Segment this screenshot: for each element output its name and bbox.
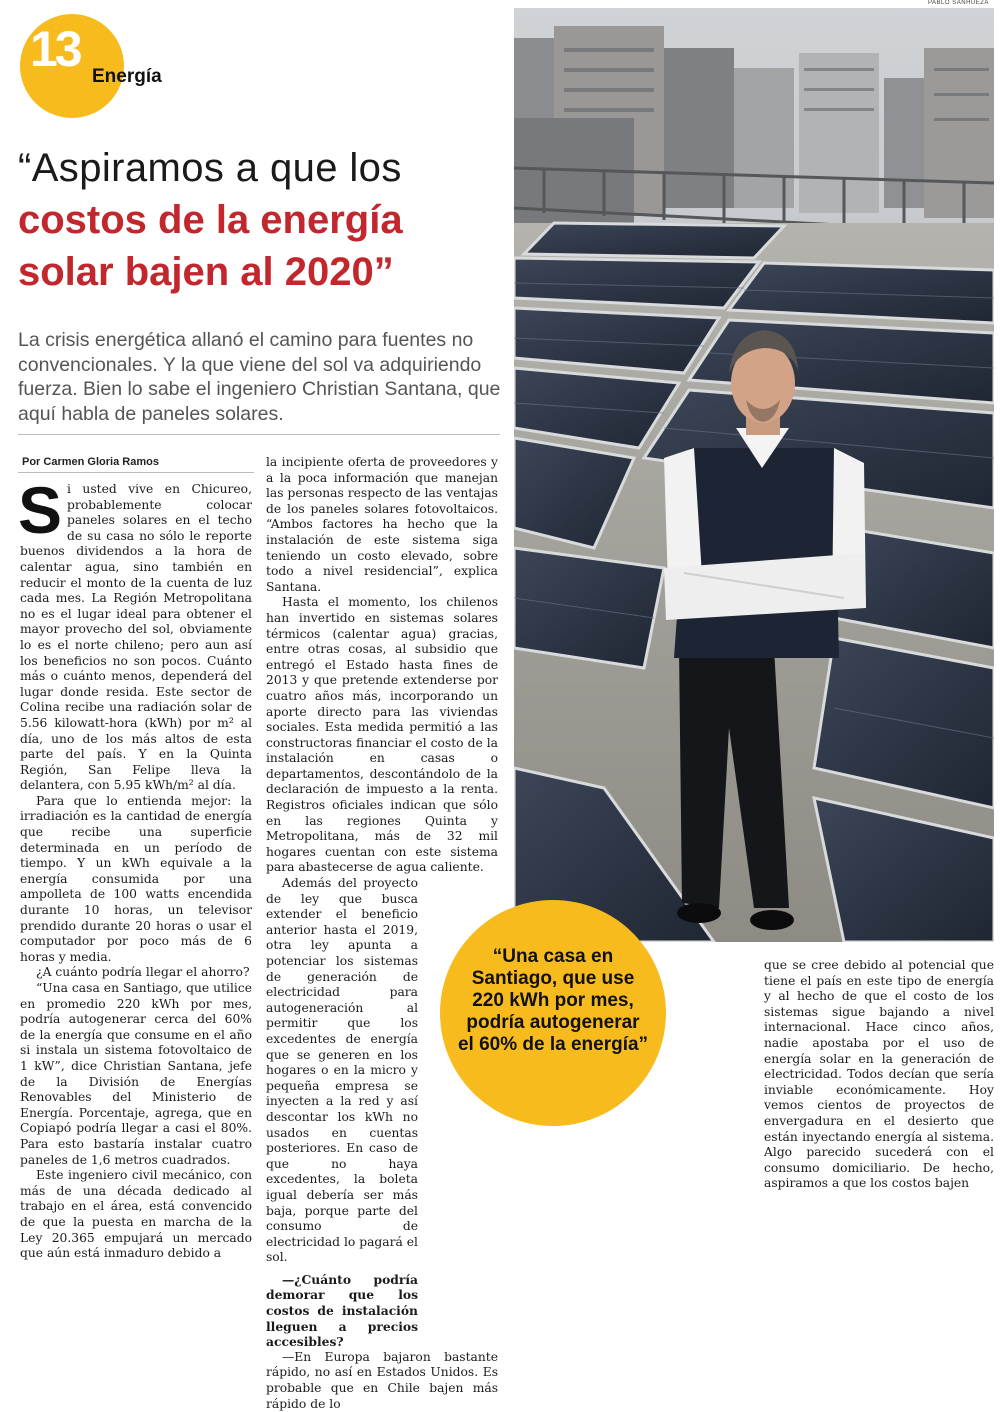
headline-line-1: “Aspiramos a que los xyxy=(18,146,402,190)
paragraph: Este ingeniero civil mecánico, con más de una década dedicado al trabajo en el área, está convencido de que la puesta en marcha de la Ley 20.365 empujará un mercado que aún está inmaduro debido a xyxy=(20,1168,252,1261)
drop-cap: S xyxy=(18,473,63,547)
byline: Por Carmen Gloria Ramos xyxy=(22,456,159,468)
article-column-1 xyxy=(18,473,252,1262)
paragraph: la incipiente oferta de proveedores y a la poca información que manejan las personas respecto de las ventajas de los paneles solares fotovoltaicos. “Ambos factores ha hecho que la instalación de este sistema siga teniendo un costo elevado, sobre todo a nivel residencial”, explica Santana. xyxy=(266,455,498,594)
section-number: 13 xyxy=(30,21,80,77)
lead-divider xyxy=(18,434,500,435)
paragraph: ¿A cuánto podría llegar el ahorro? xyxy=(36,965,250,980)
article-column-2 xyxy=(266,455,498,1412)
photo-credit: PABLO SANHUEZA xyxy=(928,0,989,6)
paragraph: Si usted vive en Chicureo, probablemente colocar paneles solares en el techo de su casa no sólo le reporte buenos dividendos a la hora de calentar agua, sino también en reducir el monto de la cuenta de luz cada mes. La Región Metropolitana no es el lugar ideal para obtener el mayor provecho del sol, obviamente lo es el norte chileno; pero aun así los beneficios no son pocos. Cuánto más o cuánto menos, dependerá del lugar donde resida. Este sector de Colina recibe una radiación solar de 5.56 kilowatt-hora (kWh) por m² al día, uno de los más altos de esta parte del país. Y en la Quinta Región, San Felipe lleva la delantera, con 5.95 kWh/m² al día. xyxy=(18,473,252,793)
headline-line-3: solar bajen al 2020” xyxy=(18,250,394,294)
paragraph: “Una casa en Santiago, que utilice en promedio 220 kWh por mes, podría autogenerar cerca del 60% de la energía que consume en el año si instala un sistema fotovoltaico de 1 kW”, dice Christian Santana, jefe de la División de Energías Renovables del Ministerio de Energía. Porcentaje, agrega, que en Copiapó podría llegar a casi el 80%. Para esto bastaría instalar cuatro paneles de 1,6 metros cuadrados. xyxy=(20,981,252,1167)
paragraph: Además del proyecto de ley que busca extender el beneficio anterior hasta el 2019, otra ley apunta a potenciar los sistemas de generación de electricidad para autogeneración al permitir que los excedentes de energía que se generen en los hogares o en la micro y pequeña empresa se inyecten a la red y así descontar los kWh no usados en cuentas posteriores. En caso de que no haya excedentes, la boleta igual debería ser más baja, porque parte del consumo de electricidad lo pagará el sol. xyxy=(266,876,418,1265)
paragraph: —En Europa bajaron bastante rápido, no así en Estados Unidos. Es probable que en Chile bajen más rápido de lo xyxy=(266,1349,498,1411)
headline-line-2: costos de la energía xyxy=(18,198,403,242)
paragraph: Para que lo entienda mejor: la irradiación es la cantidad de energía que recibe una superficie determinada en un período de tiempo. Y un kWh equivale a la energía consumida por una ampolleta de 100 watts encendida durante 10 horas, un televisor prendido durante 20 horas o usar el computador por poco más de 6 horas y media. xyxy=(20,793,252,964)
paragraph: Hasta el momento, los chilenos han invertido en sistemas solares térmicos (calentar agua) gracias, entre otras cosas, al subsidio que entregó el Estado hasta fines de 2013 y que pretende extenderse por cuatro años más, incorporando un aporte directo para las viviendas sociales. Esta medida permitió a las constructoras financiar el costo de la instalación en casas o departamentos, descontándolo de la declaración de impuesto a la renta. Registros oficiales indican que sólo en las regiones Quinta y Metropolitana, más de 32 mil hogares cuentan con este sistema para abastecerse de agua caliente. xyxy=(266,595,498,875)
interview-question: —¿Cuánto podría demorar que los costos de instalación lleguen a precios accesibles? xyxy=(266,1271,418,1350)
headline xyxy=(18,142,508,298)
pull-quote: “Una casa en Santiago, que use 220 kWh por mes, podría autogenerar el 60% de la energía” xyxy=(457,946,649,1055)
section-name: Energía xyxy=(92,66,162,87)
lead-paragraph: La crisis energética allanó el camino para fuentes no convencionales. Y la que viene del sol va adquiriendo fuerza. Bien lo sabe el ingeniero Christian Santana, que aquí habla de paneles solares. xyxy=(18,329,501,425)
rooftop-photo-illustration xyxy=(514,8,994,942)
paragraph: que se cree debido al potencial que tiene el país en este tipo de energía y al hecho de que el costo de los sistemas sigue bajando a nivel internacional. Hace cinco años, nadie apostaba por el uso de energía solar en la generación de electricidad. Todos decían que sería inviable económicamente. Hoy vemos cientos de proyectos de envergadura en el desierto que están inyectando energía al sistema. Algo parecido sucederá con el consumo domiciliario. De hecho, aspiramos a que los costos bajen xyxy=(764,958,994,1191)
solar-panels-photo xyxy=(514,8,994,942)
article-column-3 xyxy=(764,958,994,1192)
